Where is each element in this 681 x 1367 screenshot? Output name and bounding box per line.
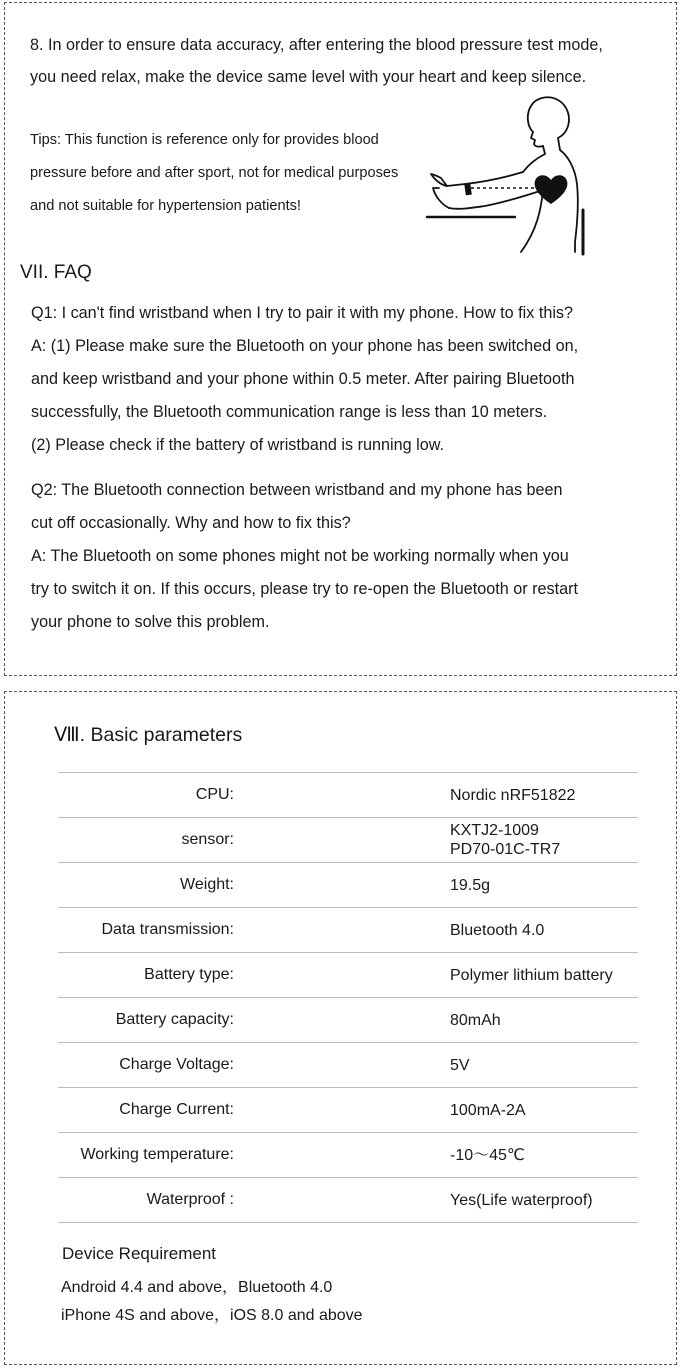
param-label: Working temperature: [58, 1133, 234, 1178]
param-gap [234, 863, 450, 908]
person-arm-heart-icon [425, 92, 595, 257]
param-gap [234, 773, 450, 818]
param-value [450, 953, 638, 998]
param-value [450, 1088, 638, 1133]
tips-line-3: and not suitable for hypertension patients! [30, 198, 301, 214]
device-requirement-ios: iPhone 4S and above，iOS 8.0 and above [61, 1307, 363, 1324]
faq-a1-line-3: successfully, the Bluetooth communication range is less than 10 meters. [31, 403, 548, 421]
param-value-line: 80mAh [450, 1011, 501, 1029]
param-label: Battery type: [58, 953, 234, 998]
faq-a1-line-1: A: (1) Please make sure the Bluetooth on your phone has been switched on, [31, 337, 579, 355]
param-value-line: Nordic nRF51822 [450, 786, 576, 804]
params-row [58, 863, 638, 908]
param-label: Data transmission: [58, 908, 234, 953]
param-value-line: Bluetooth 4.0 [450, 921, 545, 939]
faq-a1-line-4: (2) Please check if the battery of wristband is running low. [31, 436, 444, 454]
param-value [450, 1043, 638, 1088]
faq-a1-line-2: and keep wristband and your phone within 0.5 meter. After pairing Bluetooth [31, 370, 575, 388]
param-label: Waterproof : [58, 1178, 234, 1223]
faq-a2-line-1: A: The Bluetooth on some phones might not be working normally when you [31, 547, 569, 565]
faq-a2-line-2: try to switch it on. If this occurs, please try to re-open the Bluetooth or restart [31, 580, 579, 598]
param-value-line: 5V [450, 1056, 470, 1074]
device-requirement-android: Android 4.4 and above，Bluetooth 4.0 [61, 1279, 333, 1296]
tips-line-2: pressure before and after sport, not for medical purposes [30, 165, 399, 181]
param-gap [234, 1178, 450, 1223]
param-label: sensor: [58, 818, 234, 863]
params-row [58, 953, 638, 998]
faq-q2-line-2: cut off occasionally. Why and how to fix this? [31, 514, 351, 532]
params-row [58, 1088, 638, 1133]
step8-line-2: you need relax, make the device same level with your heart and keep silence. [30, 68, 587, 86]
param-value-line: KXTJ2-1009 [450, 822, 539, 839]
param-value [450, 773, 638, 818]
param-value-line: -10～45℃ [450, 1146, 525, 1164]
param-gap [234, 1043, 450, 1088]
params-row [58, 773, 638, 818]
param-value-line: 19.5g [450, 876, 491, 894]
params-table [58, 772, 638, 1223]
param-value-line: Polymer lithium battery [450, 966, 613, 984]
params-row [58, 908, 638, 953]
tips-line-1: Tips: This function is reference only for provides blood [30, 132, 379, 148]
params-row [58, 1043, 638, 1088]
param-value [450, 998, 638, 1043]
param-value [450, 908, 638, 953]
param-gap [234, 998, 450, 1043]
params-row [58, 1133, 638, 1178]
params-row [58, 998, 638, 1043]
param-value [450, 1133, 638, 1178]
params-row [58, 1178, 638, 1223]
param-gap [234, 1133, 450, 1178]
param-label: Charge Voltage: [58, 1043, 234, 1088]
param-value [450, 863, 638, 908]
param-label: Charge Current: [58, 1088, 234, 1133]
param-gap [234, 953, 450, 998]
faq-a2-line-3: your phone to solve this problem. [31, 613, 270, 631]
param-value-line: 100mA-2A [450, 1101, 526, 1119]
step8-line-1: 8. In order to ensure data accuracy, after entering the blood pressure test mode, [30, 36, 603, 54]
faq-heading: VII. FAQ [20, 262, 92, 283]
param-label: CPU: [58, 773, 234, 818]
faq-q1: Q1: I can't find wristband when I try to pair it with my phone. How to fix this? [31, 304, 574, 322]
device-requirement-heading: Device Requirement [62, 1244, 217, 1263]
param-value-line-2: PD70-01C-TR7 [450, 841, 561, 858]
param-gap [234, 908, 450, 953]
param-gap [234, 818, 450, 863]
param-value-line: Yes(Life waterproof) [450, 1191, 593, 1209]
param-label: Battery capacity: [58, 998, 234, 1043]
param-value [450, 1178, 638, 1223]
params-row [58, 818, 638, 863]
faq-q2-line-1: Q2: The Bluetooth connection between wristband and my phone has been [31, 481, 563, 499]
params-heading: Ⅷ. Basic parameters [54, 724, 243, 746]
param-gap [234, 1088, 450, 1133]
param-label: Weight: [58, 863, 234, 908]
param-value [450, 818, 638, 863]
